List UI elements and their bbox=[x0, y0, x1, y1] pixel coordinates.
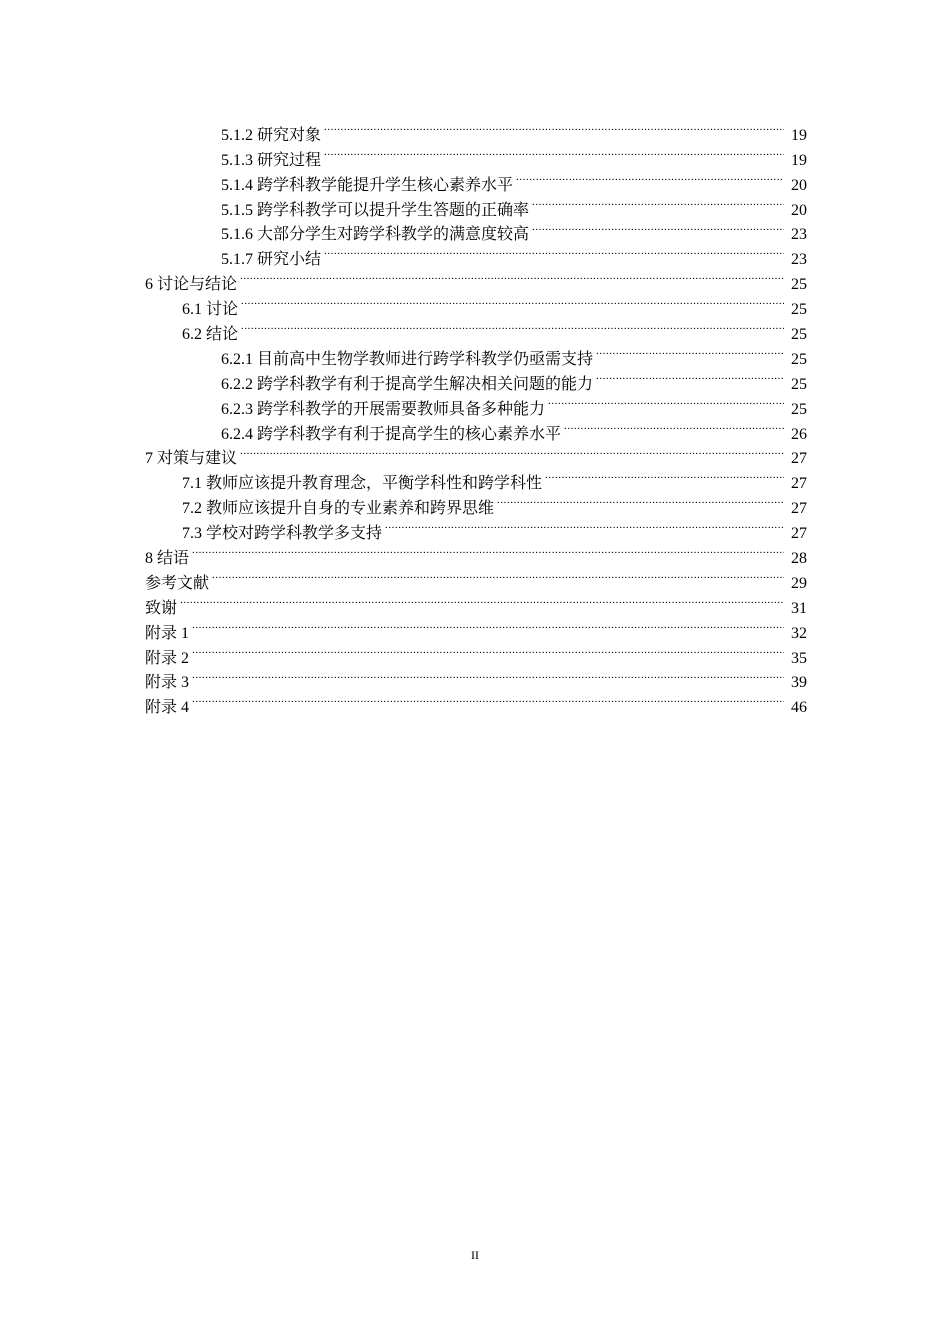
toc-entry-title: 参考文献 bbox=[145, 574, 210, 592]
toc-entry-page: 25 bbox=[791, 301, 807, 319]
toc-entry[interactable] bbox=[145, 588, 807, 617]
toc-leader-dots bbox=[497, 488, 784, 513]
toc-leader-dots bbox=[532, 215, 784, 240]
toc-entry[interactable] bbox=[145, 663, 807, 692]
table-of-contents bbox=[145, 115, 807, 717]
toc-entry-page: 19 bbox=[791, 126, 807, 144]
toc-entry-page: 46 bbox=[791, 699, 807, 717]
toc-entry[interactable] bbox=[145, 638, 807, 667]
toc-leader-dots bbox=[596, 339, 784, 364]
toc-entry-page: 28 bbox=[791, 550, 807, 568]
toc-entry[interactable] bbox=[145, 314, 807, 344]
toc-leader-dots bbox=[516, 165, 784, 190]
toc-entry-title: 附录 1 bbox=[145, 624, 190, 642]
toc-leader-dots bbox=[324, 115, 784, 140]
toc-leader-dots bbox=[545, 463, 784, 488]
toc-leader-dots bbox=[192, 638, 784, 663]
toc-entry[interactable] bbox=[145, 463, 807, 493]
toc-entry-page: 25 bbox=[791, 375, 807, 393]
toc-leader-dots bbox=[564, 414, 784, 439]
toc-entry-page: 27 bbox=[791, 525, 807, 543]
toc-entry-title: 附录 2 bbox=[145, 649, 190, 667]
toc-entry-page: 25 bbox=[791, 326, 807, 344]
toc-entry[interactable] bbox=[145, 264, 807, 294]
toc-entry[interactable] bbox=[145, 339, 807, 368]
toc-leader-dots bbox=[192, 687, 784, 712]
toc-entry-page: 29 bbox=[791, 574, 807, 592]
toc-entry-title: 5.1.4 跨学科教学能提升学生核心素养水平 bbox=[221, 176, 514, 194]
toc-entry-page: 27 bbox=[791, 500, 807, 518]
toc-entry-title: 7.2 教师应该提升自身的专业素养和跨界思维 bbox=[182, 500, 495, 518]
toc-leader-dots bbox=[240, 264, 784, 289]
toc-entry-title: 致谢 bbox=[145, 599, 178, 617]
toc-leader-dots bbox=[240, 439, 784, 464]
toc-entry-title: 6.2.4 跨学科教学有利于提高学生的核心素养水平 bbox=[221, 425, 562, 443]
toc-leader-dots bbox=[532, 190, 784, 215]
toc-entry-page: 25 bbox=[791, 400, 807, 418]
toc-entry[interactable] bbox=[145, 538, 807, 568]
toc-entry-page: 23 bbox=[791, 251, 807, 269]
toc-entry[interactable] bbox=[145, 439, 807, 468]
toc-entry-page: 20 bbox=[791, 176, 807, 194]
toc-entry-title: 6.2 结论 bbox=[182, 326, 239, 344]
toc-entry-page: 23 bbox=[791, 226, 807, 244]
toc-leader-dots bbox=[192, 663, 784, 688]
toc-leader-dots bbox=[241, 289, 784, 314]
toc-entry-title: 6.1 讨论 bbox=[182, 301, 239, 319]
toc-entry-title: 7 对策与建议 bbox=[145, 450, 238, 468]
toc-entry-title: 6.2.3 跨学科教学的开展需要教师具备多种能力 bbox=[221, 400, 546, 418]
toc-entry-title: 8 结语 bbox=[145, 550, 190, 568]
toc-entry-title: 7.1 教师应该提升教育理念，平衡学科性和跨学科性 bbox=[182, 475, 543, 493]
toc-entry-title: 5.1.2 研究对象 bbox=[221, 126, 322, 144]
toc-entry-page: 35 bbox=[791, 649, 807, 667]
toc-leader-dots bbox=[548, 389, 784, 414]
toc-entry[interactable] bbox=[145, 115, 807, 144]
toc-entry-title: 5.1.3 研究过程 bbox=[221, 151, 322, 169]
toc-entry-page: 32 bbox=[791, 624, 807, 642]
toc-leader-dots bbox=[596, 364, 784, 389]
page-number: II bbox=[471, 1248, 479, 1262]
toc-leader-dots bbox=[324, 239, 784, 264]
toc-entry-page: 25 bbox=[791, 276, 807, 294]
toc-entry-page: 20 bbox=[791, 201, 807, 219]
toc-entry-title: 5.1.7 研究小结 bbox=[221, 251, 322, 269]
toc-entry[interactable] bbox=[145, 563, 807, 592]
toc-entry[interactable] bbox=[145, 687, 807, 717]
toc-leader-dots bbox=[324, 140, 784, 165]
toc-leader-dots bbox=[192, 538, 784, 563]
toc-entry-page: 31 bbox=[791, 599, 807, 617]
toc-leader-dots bbox=[385, 513, 784, 538]
toc-entry-title: 6.2.1 目前高中生物学教师进行跨学科教学仍亟需支持 bbox=[221, 350, 594, 368]
toc-entry-page: 26 bbox=[791, 425, 807, 443]
toc-entry-page: 19 bbox=[791, 151, 807, 169]
toc-entry-page: 25 bbox=[791, 350, 807, 368]
toc-leader-dots bbox=[180, 588, 784, 613]
toc-entry-title: 6.2.2 跨学科教学有利于提高学生解决相关问题的能力 bbox=[221, 375, 594, 393]
toc-leader-dots bbox=[212, 563, 784, 588]
toc-entry-title: 6 讨论与结论 bbox=[145, 276, 238, 294]
toc-entry-title: 5.1.5 跨学科教学可以提升学生答题的正确率 bbox=[221, 201, 530, 219]
toc-entry-title: 附录 3 bbox=[145, 674, 190, 692]
toc-entry[interactable] bbox=[145, 613, 807, 642]
toc-entry-title: 5.1.6 大部分学生对跨学科教学的满意度较高 bbox=[221, 226, 530, 244]
toc-entry-page: 27 bbox=[791, 475, 807, 493]
toc-entry-page: 27 bbox=[791, 450, 807, 468]
toc-entry[interactable] bbox=[145, 289, 807, 319]
toc-entry-title: 7.3 学校对跨学科教学多支持 bbox=[182, 525, 383, 543]
toc-entry-title: 附录 4 bbox=[145, 699, 190, 717]
toc-leader-dots bbox=[241, 314, 784, 339]
toc-entry-page: 39 bbox=[791, 674, 807, 692]
toc-leader-dots bbox=[192, 613, 784, 638]
